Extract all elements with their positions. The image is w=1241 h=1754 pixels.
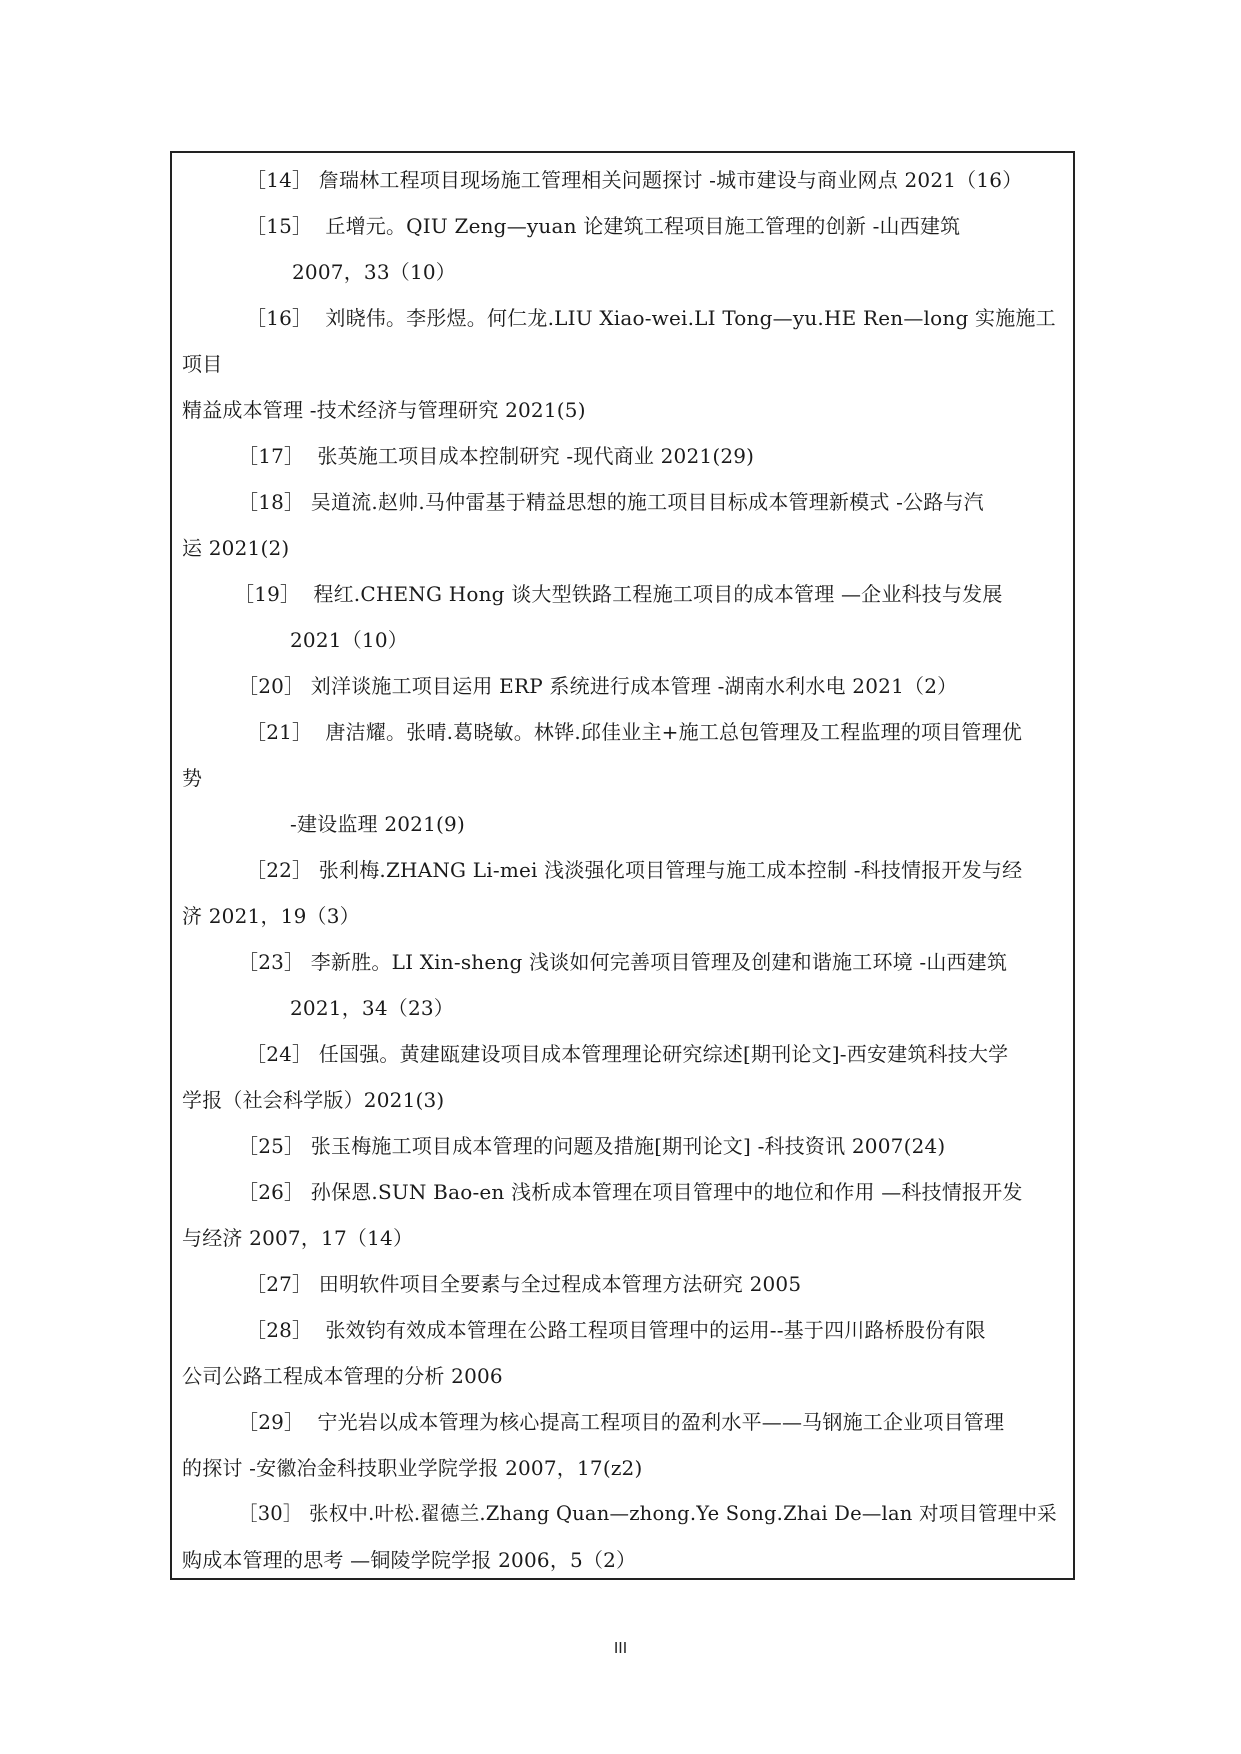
reference-line: 2021（10） — [290, 628, 408, 652]
reference-line: 运 2021(2) — [182, 536, 290, 560]
reference-line: 2021，34（23） — [290, 996, 454, 1020]
reference-line: 公司公路工程成本管理的分析 2006 — [182, 1364, 503, 1388]
reference-line: ［27］ 田明软件项目全要素与全过程成本管理方法研究 2005 — [246, 1272, 802, 1296]
reference-line: ［26］ 孙保恩.SUN Bao-en 浅析成本管理在项目管理中的地位和作用 —科技情报开发 — [238, 1180, 1023, 1204]
page-number: III — [613, 1640, 628, 1657]
reference-line: 精益成本管理 -技术经济与管理研究 2021(5) — [182, 398, 586, 422]
reference-line: 购成本管理的思考 —铜陵学院学报 2006，5（2） — [182, 1548, 637, 1572]
reference-line: 项目 — [182, 352, 223, 376]
reference-line: 的探讨 -安徽冶金科技职业学院学报 2007，17(z2) — [182, 1456, 643, 1480]
reference-line: 与经济 2007，17（14） — [182, 1226, 414, 1250]
reference-line: ［22］ 张利梅.ZHANG Li-mei 浅淡强化项目管理与施工成本控制 -科技情报开发与经 — [246, 858, 1023, 882]
reference-line: ［19］ 程红.CHENG Hong 谈大型铁路工程施工项目的成本管理 —企业科技与发展 — [234, 582, 1003, 606]
reference-line: ［16］ 刘晓伟。李彤煜。何仁龙.LIU Xiao-wei.LI Tong—yu.HE Ren—long 实施施工 — [246, 306, 1056, 330]
reference-line: ［23］ 李新胜。LI Xin-sheng 浅谈如何完善项目管理及创建和谐施工环境 -山西建筑 — [238, 950, 1008, 974]
reference-line: 济 2021，19（3） — [182, 904, 360, 928]
reference-line: ［18］ 吴道流.赵帅.马仲雷基于精益思想的施工项目目标成本管理新模式 -公路与汽 — [238, 490, 984, 514]
reference-line: ［15］ 丘增元。QIU Zeng—yuan 论建筑工程项目施工管理的创新 -山西建筑 — [246, 214, 961, 238]
reference-line: -建设监理 2021(9) — [290, 812, 465, 836]
references-frame — [170, 151, 1075, 1580]
reference-line: ［14］ 詹瑞林工程项目现场施工管理相关问题探讨 -城市建设与商业网点 2021（16） — [246, 168, 1023, 192]
reference-line: ［20］ 刘洋谈施工项目运用 ERP 系统进行成本管理 -湖南水利水电 2021（2） — [238, 674, 958, 698]
reference-line: 2007，33（10） — [292, 260, 456, 284]
reference-line: 学报（社会科学版）2021(3) — [182, 1088, 445, 1112]
reference-line: ［30］ 张权中.叶松.翟德兰.Zhang Quan—zhong.Ye Song.Zhai De—lan 对项目管理中采 — [238, 1502, 1057, 1525]
reference-line: ［29］ 宁光岩以成本管理为核心提高工程项目的盈利水平——马钢施工企业项目管理 — [238, 1410, 1005, 1434]
reference-line: ［25］ 张玉梅施工项目成本管理的问题及措施[期刊论文] -科技资讯 2007(24) — [238, 1134, 946, 1158]
reference-line: ［17］ 张英施工项目成本控制研究 -现代商业 2021(29) — [238, 444, 755, 468]
reference-line: ［24］ 任国强。黄建瓯建设项目成本管理理论研究综述[期刊论文]-西安建筑科技大学 — [246, 1042, 1009, 1066]
reference-line: ［21］ 唐洁耀。张晴.葛晓敏。林铧.邱佳业主+施工总包管理及工程监理的项目管理优 — [246, 720, 1023, 744]
reference-line: 势 — [182, 766, 203, 790]
reference-line: ［28］ 张效钧有效成本管理在公路工程项目管理中的运用--基于四川路桥股份有限 — [246, 1318, 986, 1342]
